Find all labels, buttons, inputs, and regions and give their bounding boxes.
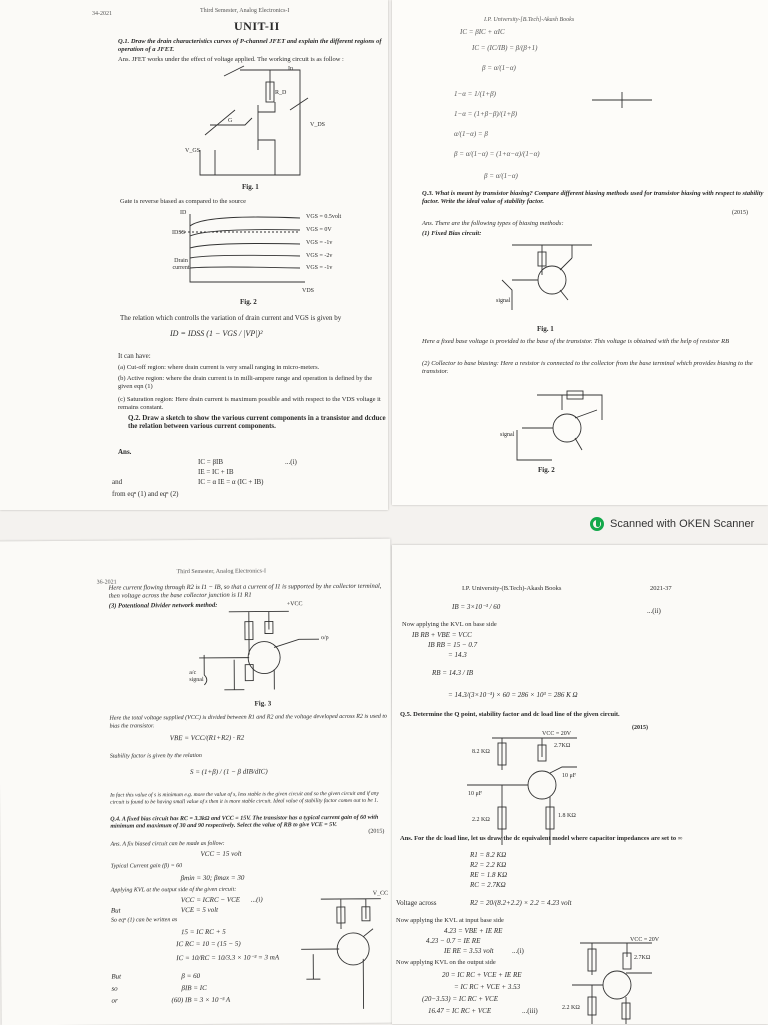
fig-1-caption: Fig. 1 [537, 325, 554, 333]
answer-4: Ans. A fix biased circuit can be made as follow: [110, 840, 225, 848]
eq-1: IC = βIB [198, 458, 224, 466]
fixed-bias-example-circuit [0, 539, 394, 1025]
fig-2-caption: Fig. 2 [538, 466, 555, 474]
vcc-label-2: V_CC [372, 890, 389, 897]
vbe-formula: VBE = VCC/(R1+R2) · R2 [169, 733, 245, 743]
running-header: Third Semester, Analog Electronics-I [176, 568, 266, 576]
kvl-output-text: Applying KVL at the output side of the given circuit: [110, 886, 237, 894]
page-bottom-right [392, 545, 768, 1024]
r2-value: R2 = 2.2 KΩ [470, 861, 507, 869]
step-2: IC RC = 10 = (15 − 5) [176, 939, 241, 949]
re-1-8k-label: 1.8 KΩ [558, 813, 576, 819]
page-number: 36-2021 [96, 579, 117, 586]
output-eq-1: 20 = IC RC + VCE + IE RE [442, 971, 522, 979]
question-4-year: (2015) [368, 828, 385, 835]
gate-note: Gate is reverse biased as compared to the source [120, 198, 246, 205]
question-5: Q.5. Determine the Q point, stability factor and dc load line of the given circuit. [400, 711, 620, 718]
vcc-15: VCC = 15 volt [200, 849, 242, 858]
or-text: or [111, 996, 118, 1005]
rc-value: RC = 2.7KΩ [470, 881, 506, 889]
vds-circuit-label: V_DS [310, 122, 326, 128]
question-3: Q.3. What is meant by transistor biasing? Compare different biasing methods used for transistor biasing with respect to stability factor. Write the ideal value of stability factor. [422, 190, 764, 205]
intro-text: Here current flowing through R2 is I1 − IB, so that a current of I1 is supported by the collector terminal, then voltage across the base collector junction is I1 R1 [108, 582, 382, 600]
oken-logo-icon [590, 517, 604, 531]
r1-8-2k-label: 8.2 KΩ [472, 749, 490, 755]
fig-3-caption: Fig. 3 [254, 699, 272, 708]
unit-title: UNIT-II [234, 19, 280, 33]
but-text-2: But [111, 972, 122, 981]
question-2: Q.2. Draw a sketch to show the various current components in a transistor and dcduce the relation between various current components. [128, 414, 386, 430]
idss-label: IDSS [172, 230, 186, 236]
derivation-line-7: β = α/(1−α) = (1+α−α)/(1−α) [454, 150, 540, 158]
input-eq-3: IE RE = 3.53 volt [444, 947, 494, 955]
page-number: 34-2021 [92, 11, 112, 17]
page-bottom-left [0, 539, 394, 1025]
question-1: Q.1. Draw the drain characteristics curves of P-channel JFET and explain the different regions of operation of a JFET. [118, 38, 382, 53]
output-eq-4-tag: ...(iii) [522, 1007, 538, 1015]
region-active: (b) Active region: where the drain current is in milli-ampere range and operation is defined by the given eqn (1) [118, 375, 373, 390]
voltage-across-text: Voltage across [396, 899, 437, 907]
vcc-20-label: VCC = 20V [542, 731, 572, 737]
re-value: RE = 1.8 KΩ [470, 871, 508, 879]
id-label: Iᴅ [288, 66, 294, 72]
kvl-output-text: Now applying KVL on the output side [396, 959, 496, 966]
question-3-year: (2015) [732, 210, 748, 216]
derivation-line-3: β = α/(1−α) [482, 64, 516, 72]
dc-r2-label: 2.2 KΩ [562, 1005, 580, 1011]
curve-label-1: VGS = 0.5volt [306, 214, 342, 220]
axis-vds-label: VDS [302, 288, 315, 294]
answer-3: Ans. There are the following types of biasing methods: [422, 220, 564, 227]
r2-2-2k-label: 2.2 KΩ [472, 817, 490, 823]
method-1: (1) Fixed Bias circuit: [422, 230, 482, 237]
method-2: (2) Collector to base biasing: Here a resistor is connected to the collector from the base terminal which provides biasing to the transistor. [422, 360, 753, 375]
step-3: IC = 10/RC = 10/3.3 × 10⁻³ = 3 mA [176, 953, 280, 963]
beta-min-max: βmin = 30; βmax = 30 [180, 873, 245, 883]
input-eq-3-tag: ...(i) [512, 947, 524, 955]
vce-5: VCE = 5 volt [180, 905, 219, 915]
but-text: But [110, 906, 121, 915]
drain-current-label: Drain current [172, 258, 190, 271]
stability-note: In fact this value of s is minimum e.g. more the value of s, less stable is the given circuit and so the given circuit and if any circuit is found to be having small value of s then it is more stable circuit. Ideal value of stability factor comes out to be 1. [110, 790, 379, 806]
page-number: 2021-37 [650, 585, 672, 592]
base-eq-3: = 14.3 [448, 651, 467, 659]
kvl-equation: VCC = ICRC − VCE [180, 895, 241, 905]
running-header: Third Semester, Analog Electronics-I [200, 8, 290, 14]
relation-text: The relation which controlls the variation of drain current and VGS is given by [120, 314, 342, 322]
output-eq-2: = IC RC + VCE + 3.53 [454, 983, 521, 991]
eq-3: IC = α IE = α (IC + IB) [198, 478, 264, 486]
axis-id-label: ID [180, 210, 187, 216]
running-header: I.P. University-[B.Tech]-Akash Books [484, 17, 575, 23]
output-eq-4: 16.47 = IC RC + VCE [428, 1007, 492, 1015]
question-5-year: (2015) [632, 725, 648, 731]
input-signal-label: signal [496, 298, 511, 304]
beta-60: β = 60 [181, 971, 201, 981]
curve-label-5: VGS = -1v [306, 265, 333, 271]
derivation-line-8: β = α/(1−α) [484, 172, 518, 180]
answer-5: Ans. For the dc load line, let us draw the dc equivalent model where capacitor impedances are set to ∞ [400, 835, 683, 842]
kvl-input-text: Now applying the KVL at input base side [396, 917, 504, 924]
c2-10uf-label: 10 μF [562, 773, 577, 779]
vg-label: G [228, 118, 233, 124]
rd-label: R_D [275, 90, 287, 96]
typical-gain: Typical Current gain (β) = 60 [110, 863, 183, 870]
ib-equation: IB = 3×10⁻³ / 60 [452, 603, 501, 611]
region-saturation: (c) Saturation region: Here drain current is maximum possible and with respect to the VDS voltage it remains constant. [118, 396, 381, 411]
dc-equivalent-circuit [392, 545, 768, 1024]
rewrite-text: So eqⁿ (1) can be written as [110, 917, 178, 924]
eq-1-tag: ...(i) [285, 458, 297, 466]
base-eq-2: IB RB = 15 − 0.7 [428, 641, 478, 649]
page-top-right [392, 0, 768, 505]
question-4: Q.4. A fixed bias circuit has RC = 3.3kΩ and VCC = 15V. The transistor has a typical current gain of 60 with minimum and maximum of 30 and 90 respectively. Select the value of RB to give VCE = 5V. [110, 814, 379, 830]
page-top-left [0, 0, 388, 510]
curve-label-3: VGS = -1v [306, 240, 333, 246]
r1-value: R1 = 8.2 KΩ [470, 851, 507, 859]
derivation-line-6: α/(1−α) = β [454, 130, 488, 138]
base-eq-4: RB = 14.3 / IB [432, 669, 474, 677]
vcc-label: +VCC [286, 601, 303, 608]
dc-vcc-label: VCC = 20V [630, 937, 660, 943]
curve-label-2: VGS = 0V [306, 227, 332, 233]
collector-base-circuit [392, 0, 768, 505]
base-eq-5: = 14.3/(3×10⁻³) × 60 = 286 × 10³ = 286 K Ω [448, 691, 578, 699]
input-eq-1: 4.23 = VBE + IE RE [444, 927, 503, 935]
vr2-equation: R2 = 20/(8.2+2.2) × 2.2 = 4.23 volt [470, 899, 572, 907]
answer-1: Ans. JFET works under the effect of voltage applied. The working circuit is as follow : [118, 56, 344, 63]
it-can-have: It can have: [118, 352, 151, 360]
so-text: so [111, 984, 118, 993]
input-eq-2: 4.23 − 0.7 = IE RE [426, 937, 481, 945]
curve-label-4: VGS = -2v [306, 253, 333, 259]
derivation-line-4: 1−α = 1/(1+β) [454, 90, 496, 98]
output-label: o/p [320, 635, 329, 642]
stability-intro: Stability factor is given by the relation [109, 752, 202, 760]
ib-tag: ...(ii) [647, 607, 661, 615]
divider-desc: Here the total voltage supplied (VCC) is divided between R1 and R2 and the voltage developed across R2 is used to bias the transistor. [109, 713, 388, 730]
dc-rc-label: 2.7KΩ [634, 955, 651, 961]
and-text: and [112, 478, 123, 486]
running-header: I.P. University-(B.Tech)-Akash Books [462, 585, 562, 592]
rc-2-7k-label: 2.7KΩ [554, 743, 571, 749]
method-3: (3) Potentional Divider network method: [108, 601, 218, 610]
output-eq-3: (20−3.53) = IC RC + VCE [422, 995, 498, 1003]
derivation-line-5: 1−α = (1+β−β)/(1+β) [454, 110, 518, 118]
drain-current-formula: ID = IDSS (1 − VGS / |VP|)² [170, 329, 263, 338]
ac-signal-label: a/c signal [189, 669, 204, 684]
fig-2-caption: Fig. 2 [240, 298, 257, 306]
ib-ic: βIB = IC [181, 983, 207, 993]
base-eq-1: IB RB + VBE = VCC [412, 631, 472, 639]
scanner-label: Scanned with OKEN Scanner [610, 518, 755, 530]
stability-formula: S = (1+β) / (1 − β dIB/dIC) [189, 767, 268, 777]
input-signal-label-2: signal [500, 432, 515, 438]
vgs-circuit-label: V_GS [185, 148, 201, 154]
c1-10uf-label: 10 μF [468, 791, 483, 797]
from-eq: from eqⁿ (1) and eqⁿ (2) [112, 490, 179, 498]
kvl-base-text: Now applying the KVL on base side [402, 621, 497, 628]
derivation-line-1: IC = βIC + αIC [460, 28, 505, 36]
region-cutoff: (a) Cut-off region: where drain current is very small ranging in micro-meters. [118, 364, 320, 371]
step-1: 15 = IC RC + 5 [181, 927, 226, 937]
fixed-bias-desc: Here a fixed base voltage is provided to the base of the transistor. This voltage is obtained with the help of resistor RB [422, 338, 730, 345]
ib-60: (60) IB = 3 × 10⁻³ A [171, 995, 231, 1005]
fig-1-caption: Fig. 1 [242, 183, 259, 191]
eq-2: IE = IC + IB [198, 468, 234, 476]
scanner-watermark [590, 517, 754, 531]
answer-2: Ans. [118, 448, 132, 456]
derivation-line-2: IC = (IC/IB) = β/(β+1) [472, 44, 538, 52]
kvl-tag: ...(i) [250, 895, 263, 904]
